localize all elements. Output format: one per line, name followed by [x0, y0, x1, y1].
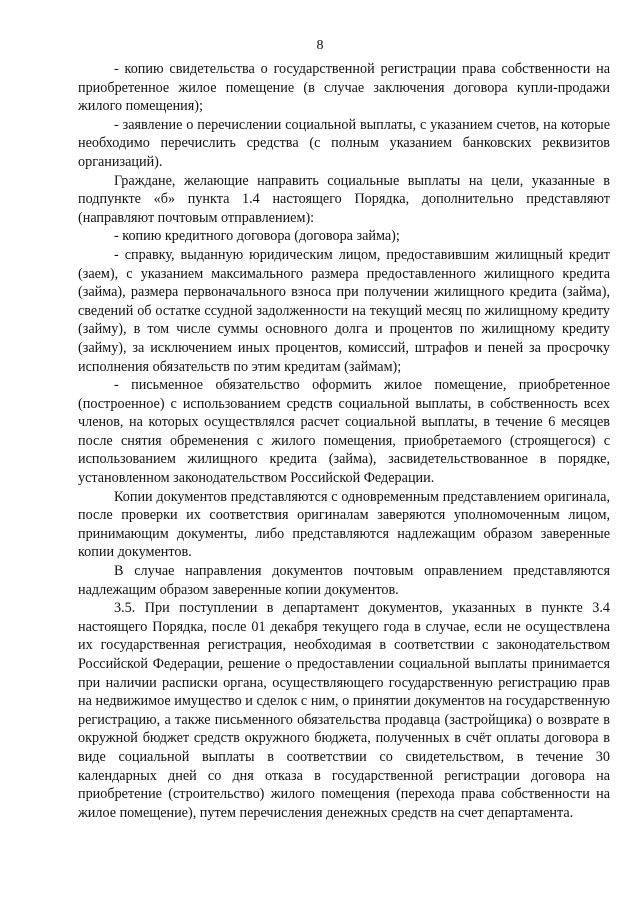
paragraph-postal-copies: В случае направления документов почтовым оправлением представляются надлежащим образом заверенные копии документов.	[78, 563, 610, 598]
paragraph-copies-with-originals: Копии документов представляются с одновременным представлением оригинала, после проверки их соответствия оригиналам заверяются уполномоченным лицом, принимающим документы, либо представляются надлежащим образом заверенные копии документов.	[78, 488, 610, 561]
paragraph-ownership-certificate: - копию свидетельства о государственной регистрации права собственности на приобретенное жилое помещение (в случае заключения договора купли-продажи жилого помещения);	[78, 61, 610, 115]
page-number: 8	[316, 38, 324, 53]
paragraph-lender-certificate: - справку, выданную юридическим лицом, предоставившим жилищный кредит (заем), с указанием максимального размера предоставленного жилищного кредита (займа), размера первоначального взноса при получении жилищного кредита (займа), сведений об остатке ссудной задолженности на текущий месяц по жилищному кредиту (займу), в том числе суммы основного долга и процентов по жилищному кредиту (займу), за исключением иных процентов, комиссий, штрафов и пеней за просрочку исполнения обязательств по этим кредитам (займам);	[78, 246, 610, 375]
paragraph-loan-agreement-copy: - копию кредитного договора (договора займа);	[114, 228, 400, 245]
paragraph-transfer-application: - заявление о перечислении социальной выплаты, с указанием счетов, на которые необходимо перечислить средства (с полным указанием банковских реквизитов организаций).	[78, 116, 610, 170]
document-body	[78, 60, 610, 822]
paragraph-written-obligation: - письменное обязательство оформить жилое помещение, приобретенное (построенное) с использованием средств социальной выплаты, в собственность всех членов, на которых осуществлялся расчет социальной выплаты, в течение 6 месяцев после снятия обременения с жилого помещения, приобретаемого (строящегося) с использованием жилищного кредита (займа), засвидетельствованное в порядке, установленном законодательством Российской Федерации.	[78, 377, 610, 487]
paragraph-citizens-intro: Граждане, желающие направить социальные выплаты на цели, указанные в подпункте «б» пункта 1.4 настоящего Порядка, дополнительно представляют (направляют почтовым отправлением):	[78, 172, 610, 226]
paragraph-section-3-5: 3.5. При поступлении в департамент документов, указанных в пункте 3.4 настоящего Порядка, после 01 декабря текущего года в случае, если не осуществлена их государственная регистрация, необходимая в соответствии с законодательством Российской Федерации, решение о предоставлении социальной выплаты принимается при наличии расписки органа, осуществляющего государственную регистрацию прав на недвижимое имущество и сделок с ним, о принятии документов на государственную регистрацию, а также письменного обязательства продавца (застройщика) о возврате в окружной бюджет средств окружного бюджета, полученных в счёт оплаты договора в виде социальной выплаты в соответствии со свидетельством, в течение 30 календарных дней со дня отказа в государственной регистрации договора на приобретение (строительство) жилого помещения (перехода права собственности на жилое помещение), путем перечисления денежных средств на счет департамента.	[78, 600, 610, 821]
